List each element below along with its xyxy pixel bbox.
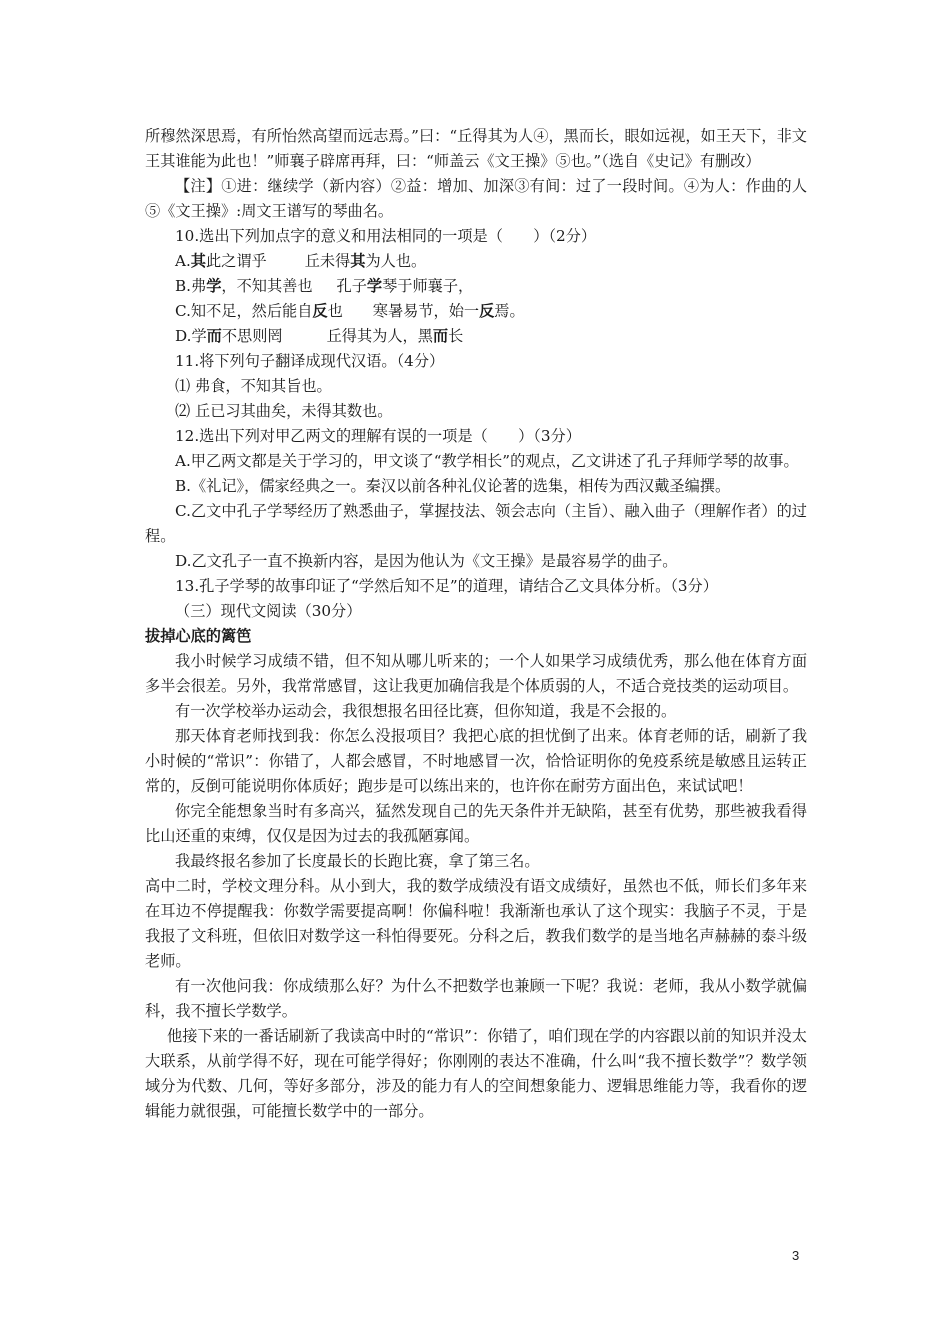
- essay-paragraph: 有一次他问我：你成绩那么好？为什么不把数学也兼顾一下呢？我说：老师，我从小数学就偏科，我不擅长学数学。: [145, 977, 807, 1020]
- essay-paragraph: 高中二时，学校文理分科。从小到大，我的数学成绩没有语文成绩好，虽然也不低，师长们多年来在耳边不停提醒我：你数学需要提高啊！你偏科啦！我渐渐也承认了这个现实：我脑子不灵，于是我报了文科班，但依旧对数学这一科怕得要死。分科之后，教我们数学的是当地名声赫赫的泰斗级老师。: [145, 877, 807, 970]
- question-10-option-b: B.弗学，不知其善也 孔子学琴于师襄子，: [175, 277, 474, 295]
- annotation-note: 【注】①进：继续学（新内容）②益：增加、加深③有间：过了一段时间。④为人：作曲的人⑤《文王操》:周文王谱写的琴曲名。: [145, 177, 807, 220]
- essay-paragraph: 那天体育老师找到我：你怎么没报项目？我把心底的担忧倒了出来。体育老师的话，刷新了我小时候的“常识”：你错了，人都会感冒，不时地感冒一次，恰恰证明你的免疫系统是敏感且运转正常的，反倒可能说明你体质好；跑步是可以练出来的，也许你在耐劳方面出色，来试试吧！: [145, 727, 807, 795]
- essay-paragraph: 他接下来的一番话刷新了我读高中时的“常识”：你错了，咱们现在学的内容跟以前的知识并没太大联系，从前学得不好，现在可能学得好；你刚刚的表达不准确，什么叫“我不擅长数学”？数学领域分为代数、几何，等好多部分，涉及的能力有人的空间想象能力、逻辑思维能力等，我看你的逻辑能力就很强，可能擅长数学中的一部分。: [145, 1027, 807, 1120]
- question-13: 13.孔子学琴的故事印证了“学然后知不足”的道理，请结合乙文具体分析。（3分）: [175, 577, 718, 595]
- question-10-option-d: D.学而不思则罔 丘得其为人，黑而长: [175, 327, 464, 345]
- essay-title: 拔掉心底的篱笆: [145, 627, 252, 645]
- question-11-stem: 11.将下列句子翻译成现代汉语。（4分）: [175, 352, 445, 370]
- passage-continuation: 所穆然深思焉，有所怡然高望而远志焉。”曰：“丘得其为人④，黑而长，眼如远视，如王天下，非文王其谁能为此也！”师襄子辟席再拜，曰：“师盖云《文王操》⑤也。”（选自《史记》有删改）: [145, 127, 807, 170]
- essay-paragraph: 我最终报名参加了长度最长的长跑比赛，拿了第三名。: [175, 852, 540, 870]
- essay-paragraph: 有一次学校举办运动会，我很想报名田径比赛，但你知道，我是不会报的。: [175, 702, 677, 720]
- question-10-option-a: A.其此之谓乎 丘未得其为人也。: [175, 252, 427, 270]
- question-12-option-b: B.《礼记》，儒家经典之一。秦汉以前各种礼仪论著的选集，相传为西汉戴圣编撰。: [175, 477, 731, 495]
- essay-paragraph: 我小时候学习成绩不错，但不知从哪儿听来的；一个人如果学习成绩优秀，那么他在体育方面多半会很差。另外，我常常感冒，这让我更加确信我是个体质弱的人，不适合竞技类的运动项目。: [145, 652, 807, 695]
- question-12-option-d: D.乙文孔子一直不换新内容，是因为他认为《文王操》是最容易学的曲子。: [175, 552, 678, 570]
- essay-paragraph: 你完全能想象当时有多高兴，猛然发现自己的先天条件并无缺陷，甚至有优势，那些被我看得比山还重的束缚，仅仅是因为过去的我孤陋寡闻。: [145, 802, 807, 845]
- question-12-option-a: A.甲乙两文都是关于学习的，甲文谈了“教学相长”的观点，乙文讲述了孔子拜师学琴的故事。: [175, 452, 799, 470]
- question-11-sentence-2: ⑵ 丘已习其曲矣，未得其数也。: [175, 402, 393, 420]
- section-heading: （三）现代文阅读（30分）: [175, 602, 362, 620]
- question-10-stem: 10.选出下列加点字的意义和用法相同的一项是（ ）（2分）: [175, 227, 597, 245]
- page-content: [145, 124, 807, 1124]
- question-12-stem: 12.选出下列对甲乙两文的理解有误的一项是（ ）（3分）: [175, 427, 581, 445]
- question-12-option-c: C.乙文中孔子学琴经历了熟悉曲子，掌握技法、领会志向（主旨）、融入曲子（理解作者）的过程。: [145, 502, 807, 545]
- question-11-sentence-1: ⑴ 弗食，不知其旨也。: [175, 377, 332, 395]
- page-number: 3: [792, 1248, 800, 1263]
- question-10-option-c: C.知不足，然后能自反也 寒暑易节，始一反焉。: [175, 302, 525, 320]
